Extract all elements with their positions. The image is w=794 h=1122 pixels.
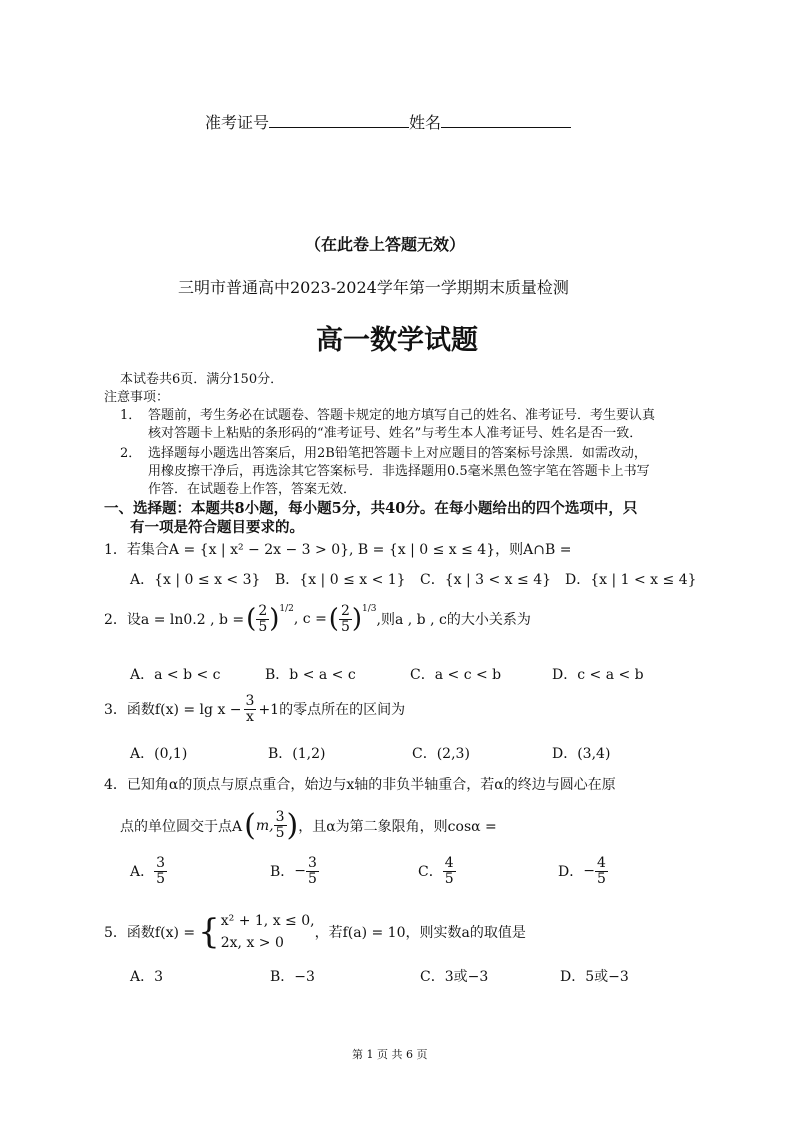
- q5-option-d[interactable]: D．5或−3: [560, 969, 629, 985]
- q5-option-c[interactable]: C．3或−3: [420, 969, 489, 985]
- q3-text-tail: +1的零点所在的区间为: [258, 702, 406, 719]
- page-footer: 第 1 页 共 6 页: [352, 1048, 428, 1061]
- q2-num: 2．: [104, 612, 127, 629]
- invalid-notice: （在此卷上答题无效）: [305, 235, 466, 254]
- subject-title: 高一数学试题: [316, 325, 478, 356]
- q2-stem: [104, 604, 531, 634]
- q2-option-d[interactable]: D．c < a < b: [552, 667, 644, 683]
- q4-option-b-fraction: $\frac{3}{5}$: [308, 855, 317, 887]
- intro-text: 本试卷共6页．满分150分．: [120, 372, 284, 387]
- q4-text-a: 点的单位圆交于点A: [120, 818, 243, 835]
- q4-line1: [104, 774, 616, 794]
- q3-num: 3．: [104, 702, 127, 719]
- note-1-num: 1．: [120, 408, 142, 423]
- q4-paren-close: ): [286, 808, 299, 843]
- q1-text: 若集合A = {x | x² − 2x − 3 > 0}, B = {x | 0 ≤ x ≤ 4}，则A∩B =: [126, 542, 572, 558]
- q5-num: 5．: [104, 925, 127, 942]
- q4-text-line1: 已知角α的顶点与原点重合，始边与x轴的非负半轴重合，若α的终边与圆心在原: [126, 777, 616, 793]
- q2-paren-open: (: [246, 604, 257, 635]
- q2-paren-close-c: ): [351, 604, 363, 635]
- q5-text-tail: ，若f(a) = 10，则实数a的取值是: [314, 925, 526, 942]
- q2-paren-open-c: (: [328, 604, 339, 635]
- q1-option-c[interactable]: C．{x | 3 < x ≤ 4}: [420, 572, 552, 588]
- q4-paren-open: (: [244, 808, 256, 843]
- note-2-num: 2．: [120, 446, 142, 461]
- q2-text-tail: ,则a , b , c的大小关系为: [376, 612, 531, 629]
- q4-num: 4．: [104, 777, 127, 793]
- q2-fraction-c: $\frac{2}{5}$: [340, 603, 350, 635]
- q4-option-d[interactable]: [558, 856, 608, 886]
- section-heading-line2: 有一项是符合题目要求的。: [130, 519, 304, 536]
- exam-title: 三明市普通高中2023-2024学年第一学期期末质量检测: [178, 278, 569, 297]
- q1-option-b[interactable]: B．{x | 0 ≤ x < 1}: [275, 572, 406, 588]
- q4-option-d-label: D．: [558, 864, 584, 881]
- q4-option-b[interactable]: [270, 856, 319, 886]
- q4-option-d-fraction: $\frac{4}{5}$: [596, 855, 606, 887]
- q4-line2: [120, 808, 497, 843]
- q5-brace: {: [198, 912, 220, 953]
- q5-text-a: 函数f(x) =: [126, 925, 196, 942]
- q2-fraction-b: $\frac{2}{5}$: [258, 603, 268, 635]
- q1-option-d[interactable]: D．{x | 1 < x ≤ 4}: [565, 572, 697, 588]
- note-2-line2: 用橡皮擦干净后，再选涂其它答案标号．非选择题用0.5毫米黑色签字笔在答题卡上书写: [148, 464, 650, 479]
- q2-paren-close: ): [269, 604, 280, 635]
- q4-fraction: $\frac{3}{5}$: [275, 809, 285, 841]
- q4-option-b-label: B．: [270, 864, 295, 881]
- q1-stem: [104, 539, 571, 559]
- q4-option-a-fraction: $\frac{3}{5}$: [156, 855, 166, 887]
- q2-text-a: 设a = ln0.2 , b =: [126, 612, 245, 629]
- q3-stem: [104, 694, 405, 724]
- q4-point-m: m,: [255, 817, 274, 834]
- q5-option-a[interactable]: A．3: [130, 969, 164, 985]
- name-label: 姓名: [409, 113, 442, 132]
- q4-option-d-sign: −: [583, 863, 595, 880]
- q4-option-b-sign: −: [294, 863, 307, 880]
- q2-exp-c: 1/3: [362, 604, 377, 614]
- q3-text-a: 函数f(x) = lg x −: [126, 702, 242, 719]
- q5-case-2: 2x, x > 0: [220, 935, 284, 952]
- q5-cases: [221, 910, 315, 955]
- q5-case-1: x² + 1, x ≤ 0,: [220, 913, 315, 929]
- q3-option-c[interactable]: C．(2,3): [412, 746, 470, 762]
- q3-option-d[interactable]: D．(3,4): [552, 746, 611, 762]
- q4-option-a-label: A．: [130, 864, 155, 881]
- note-2-line3: 作答．在试题卷上作答，答案无效．: [148, 482, 357, 497]
- q3-option-a[interactable]: A．(0,1): [130, 746, 188, 762]
- q4-option-c[interactable]: [418, 856, 456, 886]
- q3-fraction: $\frac{3}{x}$: [245, 693, 255, 725]
- q2-text-mid: , c =: [293, 611, 327, 628]
- note-1-line2: 核对答题卡上粘贴的条形码的“准考证号、姓名”与考生本人准考证号、姓名是否一致．: [148, 426, 643, 441]
- notes-heading: 注意事项：: [104, 390, 170, 405]
- q4-option-c-fraction: $\frac{4}{5}$: [444, 855, 454, 887]
- q4-option-a[interactable]: [130, 856, 167, 886]
- q5-stem: [104, 910, 526, 955]
- q2-option-b[interactable]: B．b < a < c: [265, 667, 356, 683]
- q2-option-c[interactable]: C．a < c < b: [410, 667, 502, 683]
- header-line: [205, 110, 571, 133]
- name-blank[interactable]: [441, 111, 571, 128]
- section-heading-line1: 一、选择题：本题共8小题，每小题5分，共40分。在每小题给出的四个选项中，只: [104, 500, 638, 517]
- note-1-line1: 答题前，考生务必在试题卷、答题卡规定的地方填写自己的姓名、准考证号．考生要认真: [148, 408, 656, 423]
- q1-option-a[interactable]: A．{x | 0 ≤ x < 3}: [130, 572, 261, 588]
- exam-id-blank[interactable]: [269, 111, 409, 128]
- q3-option-b[interactable]: B．(1,2): [268, 746, 326, 762]
- q4-text-b: ，且α为第二象限角，则cosα =: [298, 818, 497, 835]
- note-2-line1: 选择题每小题选出答案后，用2B铅笔把答题卡上对应题目的答案标号涂黑．如需改动，: [148, 446, 647, 461]
- q2-option-a[interactable]: A．a < b < c: [130, 667, 221, 683]
- q1-num: 1．: [104, 542, 127, 558]
- q4-option-c-label: C．: [418, 864, 443, 881]
- exam-id-label: 准考证号: [205, 113, 270, 132]
- q2-exp-b: 1/2: [279, 604, 294, 614]
- q5-option-b[interactable]: B．−3: [270, 969, 315, 985]
